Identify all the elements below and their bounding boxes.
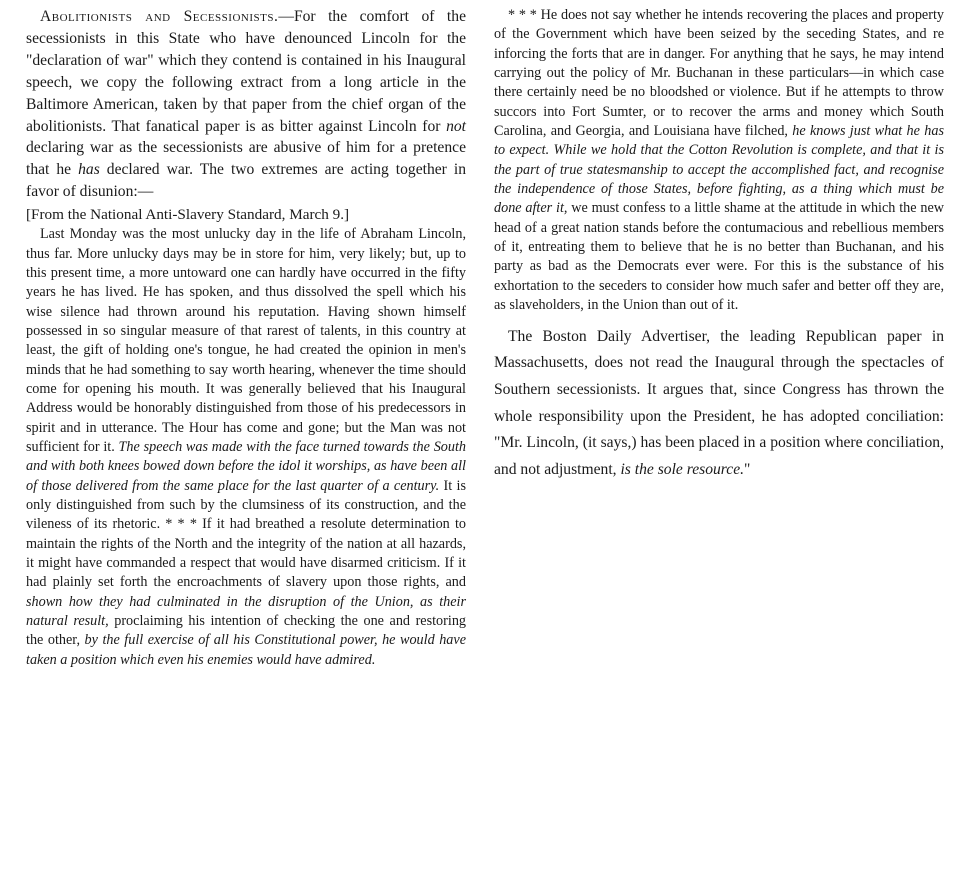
intro-paragraph bbox=[26, 6, 466, 203]
boston-text-2: " bbox=[744, 461, 751, 479]
quote-italic-3: by the full exercise of all his Constitutional power, he would have taken a position which even his enemies would have admired. bbox=[26, 632, 467, 668]
left-column bbox=[26, 6, 466, 890]
intro-italic-not: not bbox=[446, 117, 466, 135]
intro-text-2: declaring war as the secessionists are abusive of him for a pretence that he bbox=[26, 139, 466, 179]
boston-italic: is the sole resource. bbox=[620, 461, 745, 479]
quoted-paragraph bbox=[26, 225, 466, 670]
intro-text-3: declared war. The two extremes are acting together in favor of disunion:— bbox=[26, 161, 466, 201]
intro-text-1: —For the comfort of the secessionists in this State who have denounced Lincoln for the "declaration of war" which they contend is contained in his Inaugural speech, we copy the following extract from a long article in the Baltimore American, taken by that paper from the chief organ of the abolitionists. That fanatical paper is as bitter against Lincoln for bbox=[26, 8, 466, 135]
quote-italic-2: shown how they had culminated in the disruption of the Union, as their natural result, bbox=[26, 593, 466, 630]
right-italic-1: he knows just what he has to expect. While we hold that the Cotton Revolution is complete, and that it is the part of true statesmanship to accept the accomplished fact, and recognise the independence of those States, before fighting, as a thing which must be done after it, bbox=[494, 123, 944, 217]
quote-text-2: It is only distinguished from such by the clumsiness of its construction, and the vileness of its rhetoric. * * * If it had breathed a resolute determination to maintain the rights of the North and the integrity of the nation at all hazards, it might have commanded a respect that would have disarmed criticism. If it had plainly set forth the encroachments of slavery upon those rights, and bbox=[26, 477, 466, 591]
quote-text-1: Last Monday was the most unlucky day in the life of Abraham Lincoln, thus far. More unlucky days may be in store for him, very likely; but, up to this present time, a more untoward one can hardly have occurred in the fifty years he has lived. He has spoken, and thus dissolved the spell which his wise silence had thrown around his reputation. Having shown himself possessed in so singular measure of that rarest of talents, in this country at least, the gift of holding one's tongue, he had created the opinion in men's minds that he had something to say worth hearing, whenever the time should come for opening his mouth. It was generally believed that his Inaugural Address would be honorably distinguished from those of his predecessors in spirit and in utterance. The Hour has come and gone; but the Man was not sufficient for it. bbox=[26, 226, 466, 455]
right-column bbox=[494, 6, 944, 606]
right-text-1: * * * He does not say whether he intends recovering the places and property of the Government which have been seized by the seceding States, and re inforcing the forts that are in danger. For anything that he says, he may intend carrying out the policy of Mr. Buchanan in these particulars—in which case there certainly need be no bloodshed or violence. But if he attempts to throw succors into Fort Sumter, or to recover the arms and money which South Carolina, and Georgia, and Louisiana have filched, bbox=[494, 7, 944, 140]
right-text-2: we must confess to a little shame at the attitude in which the new head of a great nation stands before the contumacious and rebellious members of it, entreating them to believe that he is no better than Buchanan, and his party as bad as the Democrats ever were. For this is the substance of his exhortation to the seceders to consider how much safer and better off they are, as slaveholders, in the Union than out of it. bbox=[494, 200, 944, 314]
quote-text-3: proclaiming his intention of checking the one and restoring the other, bbox=[26, 613, 467, 649]
article-headline: Abolitionists and Secessionists. bbox=[40, 8, 279, 25]
source-attribution: [From the National Anti-Slavery Standard, March 9.] bbox=[26, 206, 350, 224]
continued-quote-paragraph bbox=[494, 6, 944, 316]
quote-italic-1: The speech was made with the face turned towards the South and with both knees bowed down before the idol it worships, as have been all of those delivered from the same place for the last quarter of a century. bbox=[26, 438, 467, 494]
intro-italic-has: has bbox=[78, 161, 100, 179]
boston-advertiser-paragraph bbox=[494, 324, 944, 484]
boston-text-1: The Boston Daily Advertiser, the leading Republican paper in Massachusetts, does not read the Inaugural through the spectacles of Southern secessionists. It argues that, since Congress has thrown the whole responsibility upon the President, he has adopted conciliation: "Mr. Lincoln, (it says,) has been placed in a position where conciliation, and not adjustment, bbox=[494, 327, 944, 479]
